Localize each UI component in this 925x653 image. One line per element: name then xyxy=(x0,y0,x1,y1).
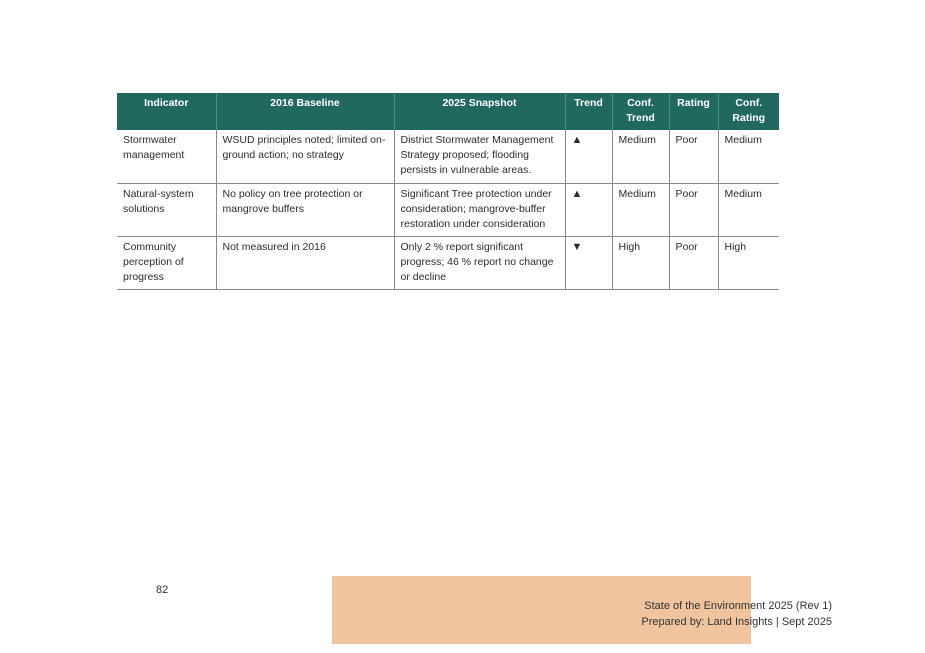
cell-conf-trend: Medium xyxy=(612,130,669,183)
table-header-row xyxy=(117,93,779,130)
table-row xyxy=(117,183,779,236)
table-row xyxy=(117,236,779,289)
footer-text xyxy=(641,598,832,630)
cell-rating: Poor xyxy=(669,236,718,289)
cell-snapshot: Significant Tree protection under consideration; mangrove-buffer restoration under consideration xyxy=(394,183,565,236)
header-trend: Trend xyxy=(565,93,612,130)
cell-indicator: Natural-system solutions xyxy=(117,183,216,236)
cell-snapshot: District Stormwater Management Strategy proposed; flooding persists in vulnerable areas. xyxy=(394,130,565,183)
indicator-table xyxy=(117,93,779,290)
header-conf-trend: Conf. Trend xyxy=(612,93,669,130)
cell-rating: Poor xyxy=(669,183,718,236)
cell-conf-trend: High xyxy=(612,236,669,289)
header-snapshot: 2025 Snapshot xyxy=(394,93,565,130)
cell-conf-trend: Medium xyxy=(612,183,669,236)
trend-down-icon: ▼ xyxy=(565,236,612,289)
footer-title: State of the Environment 2025 (Rev 1) xyxy=(644,600,832,612)
cell-conf-rating: Medium xyxy=(718,130,779,183)
trend-up-icon: ▲ xyxy=(565,130,612,183)
cell-indicator: Stormwater management xyxy=(117,130,216,183)
cell-rating: Poor xyxy=(669,130,718,183)
page-number: 82 xyxy=(156,584,169,596)
trend-up-icon: ▲ xyxy=(565,183,612,236)
cell-conf-rating: Medium xyxy=(718,183,779,236)
cell-baseline: Not measured in 2016 xyxy=(216,236,394,289)
cell-indicator: Community perception of progress xyxy=(117,236,216,289)
header-conf-rating: Conf. Rating xyxy=(718,93,779,130)
header-indicator: Indicator xyxy=(117,93,216,130)
header-baseline: 2016 Baseline xyxy=(216,93,394,130)
cell-baseline: WSUD principles noted; limited on-ground action; no strategy xyxy=(216,130,394,183)
cell-conf-rating: High xyxy=(718,236,779,289)
cell-snapshot: Only 2 % report significant progress; 46 % report no change or decline xyxy=(394,236,565,289)
table-row xyxy=(117,130,779,183)
footer-credit: Prepared by: Land Insights | Sept 2025 xyxy=(641,616,832,628)
cell-baseline: No policy on tree protection or mangrove buffers xyxy=(216,183,394,236)
header-rating: Rating xyxy=(669,93,718,130)
